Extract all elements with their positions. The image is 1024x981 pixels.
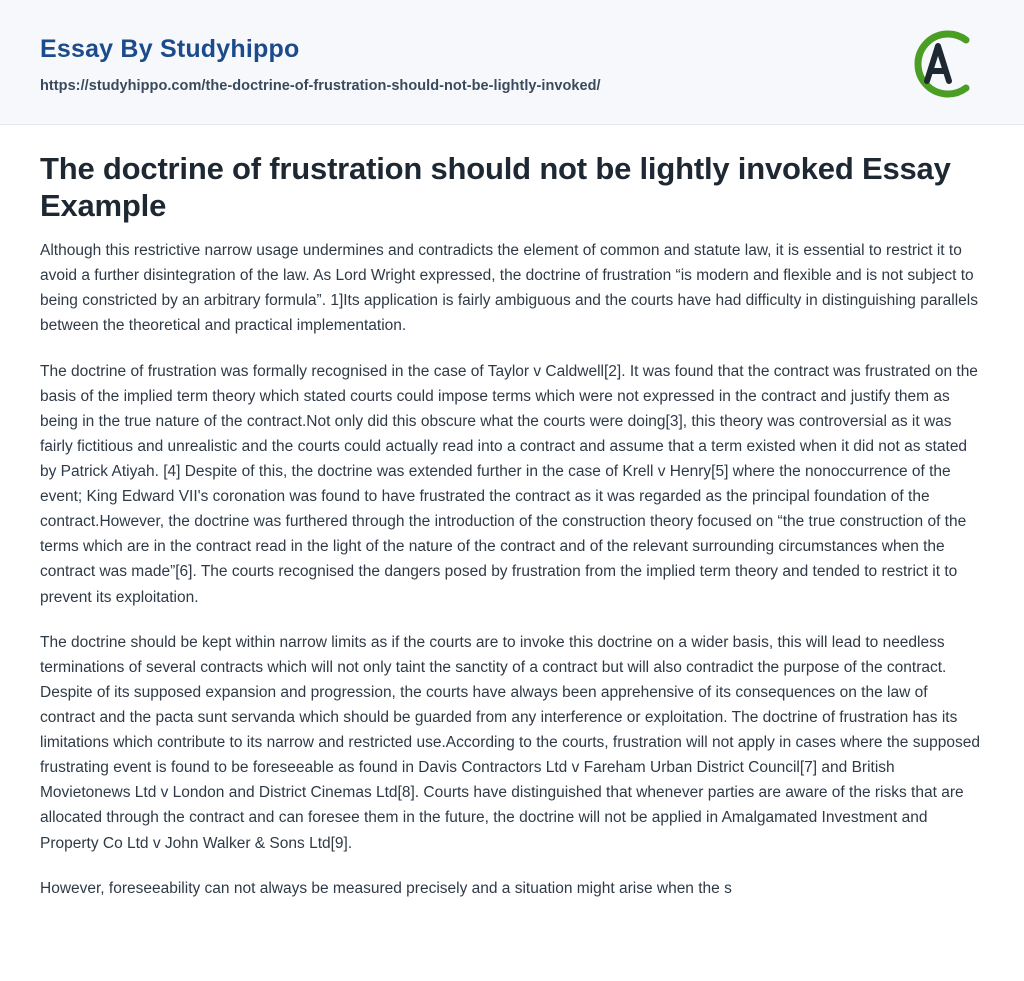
site-header <box>0 0 1024 125</box>
page-title: The doctrine of frustration should not be lightly invoked Essay Example <box>40 151 951 223</box>
article-paragraph: However, foreseeability can not always be measured precisely and a situation might arise when the s <box>40 879 732 897</box>
article-paragraph: The doctrine should be kept within narrow limits as if the courts are to invoke this doctrine on a wider basis, this will lead to needless terminations of several contracts which will not only taint the sanctity of a contract but will also contradict the purpose of the contract. Despite of its supposed expansion and progression, the courts have always been apprehensive of its consequences on the law of contract and the pacta sunt servanda which should be guarded from any interference or exploitation. The doctrine of frustration has its limitations which contribute to its narrow and restricted use.According to the courts, frustration will not apply in cases where the supposed frustrating event is found to be foreseeable as found in Davis Contractors Ltd v Fareham Urban District Council[7] and British Movietonews Ltd v London and District Cinemas Ltd[8]. Courts have distinguished that whenever parties are aware of the risks that are allocated through the contract and can foresee them in the future, the doctrine will not be applied in Amalgamated Investment and Property Co Ltd v John Walker & Sons Ltd[9]. <box>40 633 980 852</box>
article-paragraph: Although this restrictive narrow usage undermines and contradicts the element of common and statute law, it is essential to restrict it to avoid a further disintegration of the law. As Lord Wright expressed, the doctrine of frustration “is modern and flexible and is not subject to being constricted by an arbitrary formula”. 1]Its application is fairly ambiguous and the courts have had difficulty in distinguishing parallels between the theoretical and practical implementation. <box>40 242 978 335</box>
site-url[interactable]: https://studyhippo.com/the-doctrine-of-frustration-should-not-be-lightly-invoked/ <box>40 77 601 94</box>
site-brand: Essay By Studyhippo <box>40 35 300 63</box>
letter-a-circle-logo-icon <box>894 20 982 108</box>
article-paragraph: The doctrine of frustration was formally recognised in the case of Taylor v Caldwell[2]. It was found that the contract was frustrated on the basis of the implied term theory which stated courts could impose terms which were not expressed in the contract and justify them as being in the true nature of the contract.Not only did this obscure what the courts were doing[3], this theory was controversial as it was fairly fictitious and unrealistic and the courts could actually read into a contract and assume that a term existed when it did not as stated by Patrick Atiyah. [4] Despite of this, the doctrine was extended further in the case of Krell v Henry[5] where the nonoccurrence of the event; King Edward VII's coronation was found to have frustrated the contract as it was regarded as the principal foundation of the contract.However, the doctrine was furthered through the introduction of the construction theory focused on “the true construction of the terms which are in the contract read in the light of the nature of the contract and of the relevant surrounding circumstances when the contract was made”[6]. The courts recognised the dangers posed by frustration from the implied term theory and tended to restrict it to prevent its exploitation. <box>40 362 978 606</box>
article-body <box>0 125 1024 901</box>
